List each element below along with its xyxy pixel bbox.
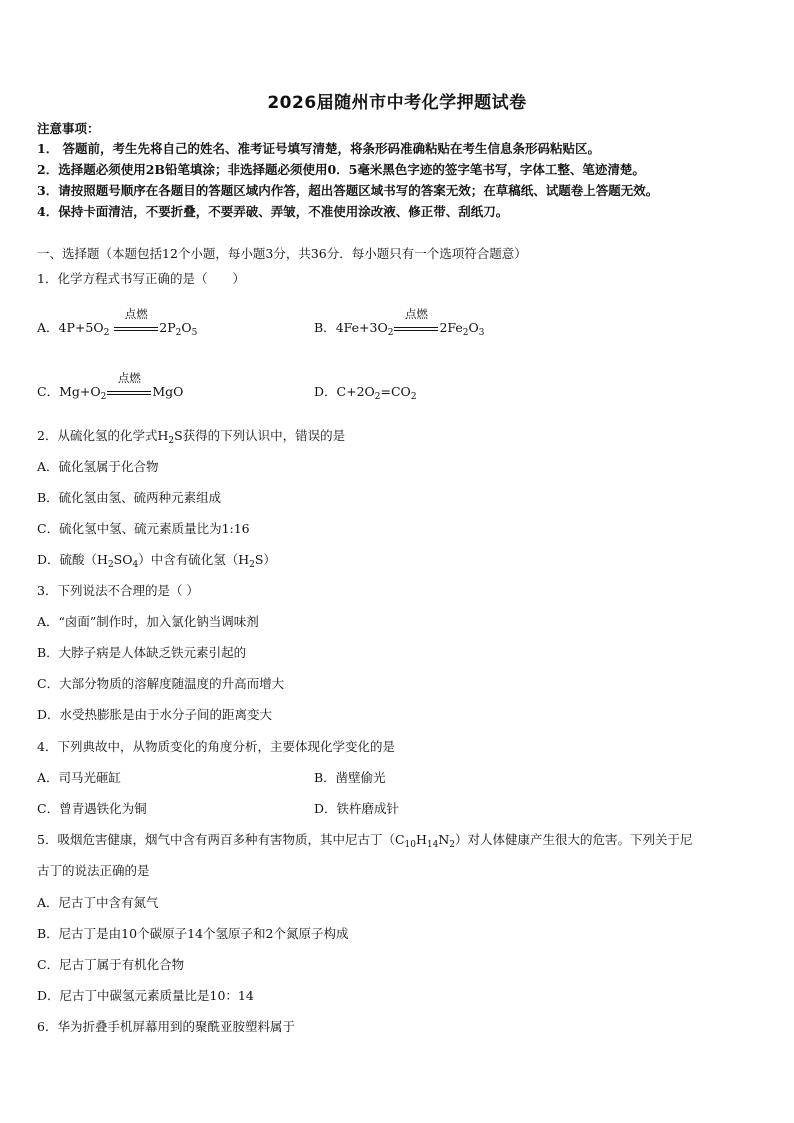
subscript: 2 bbox=[100, 392, 107, 402]
question-4-stem: 4．下列典故中，从物质变化的角度分析，主要体现化学变化的是 bbox=[37, 739, 395, 754]
q1-option-b bbox=[314, 306, 485, 338]
eq-product-part: O bbox=[468, 320, 479, 335]
reaction-condition: 点燃 bbox=[117, 370, 141, 385]
notice-item-3: 3．请按照题号顺序在各题目的答题区域内作答，超出答题区域书写的答案无效；在草稿纸、试题卷上答题无效。 bbox=[37, 183, 659, 198]
option-label: B． bbox=[314, 320, 336, 335]
eq-product: MgO bbox=[152, 384, 184, 399]
subscript: 2 bbox=[168, 436, 175, 446]
option-text: S） bbox=[254, 552, 276, 567]
q4-option-a: A．司马光砸缸 bbox=[37, 770, 122, 785]
subscript: 10 bbox=[404, 840, 416, 850]
q3-option-c: C．大部分物质的溶解度随温度的升高而增大 bbox=[37, 676, 285, 691]
notice-item-2: 2．选择题必须使用2B铅笔填涂；非选择题必须使用0．5毫米黑色字迹的签字笔书写，字体工整、笔迹清楚。 bbox=[37, 162, 645, 177]
reaction-arrow bbox=[394, 306, 438, 335]
q5-option-a: A．尼古丁中含有氮气 bbox=[37, 895, 159, 910]
q2-option-b: B．硫化氢由氢、硫两种元素组成 bbox=[37, 490, 222, 505]
q2-option-d bbox=[37, 552, 276, 568]
subscript: 2 bbox=[249, 560, 255, 570]
subscript: 2 bbox=[449, 840, 456, 850]
q1-option-c bbox=[37, 370, 184, 402]
q3-option-a: A．“卤面”制作时，加入氯化钠当调味剂 bbox=[37, 614, 259, 629]
subscript: 2 bbox=[374, 392, 381, 402]
q5-option-d: D．尼古丁中碳氢元素质量比是10：14 bbox=[37, 988, 254, 1003]
eq-reactants: 4P+5O bbox=[58, 320, 104, 335]
subscript: 2 bbox=[410, 392, 417, 402]
q5-option-c: C．尼古丁属于有机化合物 bbox=[37, 957, 185, 972]
subscript: 2 bbox=[387, 328, 394, 338]
notice-item-4: 4．保持卡面清洁，不要折叠，不要弄破、弄皱，不准使用涂改液、修正带、刮纸刀。 bbox=[37, 204, 509, 219]
eq-reactants: C+2O bbox=[336, 384, 375, 399]
question-3-stem: 3．下列说法不合理的是（ ） bbox=[37, 583, 199, 598]
option-text: D．硫酸（H bbox=[37, 552, 108, 567]
q2-option-c: C．硫化氢中氢、硫元素质量比为1:16 bbox=[37, 521, 250, 536]
stem-text: 5．吸烟危害健康，烟气中含有两百多种有害物质，其中尼古丁（C bbox=[37, 832, 405, 847]
eq-reactants: Mg+O bbox=[59, 384, 101, 399]
stem-text: ）对人体健康产生很大的危害。下列关于尼 bbox=[455, 832, 693, 847]
question-2-stem bbox=[37, 428, 345, 444]
reaction-condition: 点燃 bbox=[404, 306, 428, 321]
eq-reactants: 4Fe+3O bbox=[335, 320, 388, 335]
option-label: A． bbox=[37, 320, 59, 335]
subscript: 2 bbox=[107, 560, 114, 570]
eq-product: 2P bbox=[159, 320, 176, 335]
eq-product: =CO bbox=[380, 384, 411, 399]
reaction-arrow bbox=[114, 306, 158, 335]
stem-text: 2．从硫化氢的化学式H bbox=[37, 428, 169, 443]
option-text: SO bbox=[113, 552, 133, 567]
subscript: 14 bbox=[426, 840, 439, 850]
q1-option-d bbox=[314, 382, 417, 400]
option-label: D． bbox=[314, 384, 337, 399]
q3-option-b: B．大脖子病是人体缺乏铁元素引起的 bbox=[37, 645, 247, 660]
q4-option-d: D．铁杵磨成针 bbox=[314, 801, 400, 816]
question-5-stem bbox=[37, 832, 693, 848]
eq-product: 2Fe bbox=[439, 320, 463, 335]
subscript: 5 bbox=[191, 328, 198, 338]
option-label: C． bbox=[37, 384, 60, 399]
q2-option-a: A．硫化氢属于化合物 bbox=[37, 459, 159, 474]
reaction-arrow bbox=[107, 370, 151, 399]
q3-option-d: D．水受热膨胀是由于水分子间的距离变大 bbox=[37, 707, 273, 722]
stem-text: N bbox=[438, 832, 450, 847]
q1-option-a bbox=[37, 306, 198, 338]
eq-product-part: O bbox=[181, 320, 192, 335]
page-title: 2026届随州市中考化学押题试卷 bbox=[267, 93, 527, 113]
question-6-stem: 6．华为折叠手机屏幕用到的聚酰亚胺塑料属于 bbox=[37, 1019, 295, 1034]
subscript: 4 bbox=[132, 560, 139, 570]
q4-option-b: B．凿壁偷光 bbox=[314, 770, 386, 785]
option-text: ）中含有硫化氢（H bbox=[138, 552, 250, 567]
notice-heading: 注意事项： bbox=[37, 121, 100, 136]
stem-text: H bbox=[415, 832, 427, 847]
subscript: 3 bbox=[478, 328, 485, 338]
reaction-condition: 点燃 bbox=[124, 306, 148, 321]
q5-option-b: B．尼古丁是由10个碳原子14个氢原子和2个氮原子构成 bbox=[37, 926, 349, 941]
question-5-stem-line2: 古丁的说法正确的是 bbox=[37, 863, 150, 878]
subscript: 2 bbox=[175, 328, 182, 338]
notice-item-1: 1． 答题前，考生先将自己的姓名、准考证号填写清楚，将条形码准确粘贴在考生信息条形码粘贴区。 bbox=[37, 141, 601, 156]
stem-text: S获得的下列认识中，错误的是 bbox=[174, 428, 346, 443]
section-heading: 一、选择题（本题包括12个小题，每小题3分，共36分．每小题只有一个选项符合题意） bbox=[37, 246, 527, 261]
q4-option-c: C．曾青遇铁化为铜 bbox=[37, 801, 147, 816]
subscript: 2 bbox=[462, 328, 469, 338]
subscript: 2 bbox=[103, 328, 110, 338]
question-1-stem: 1．化学方程式书写正确的是（ ） bbox=[37, 271, 245, 286]
